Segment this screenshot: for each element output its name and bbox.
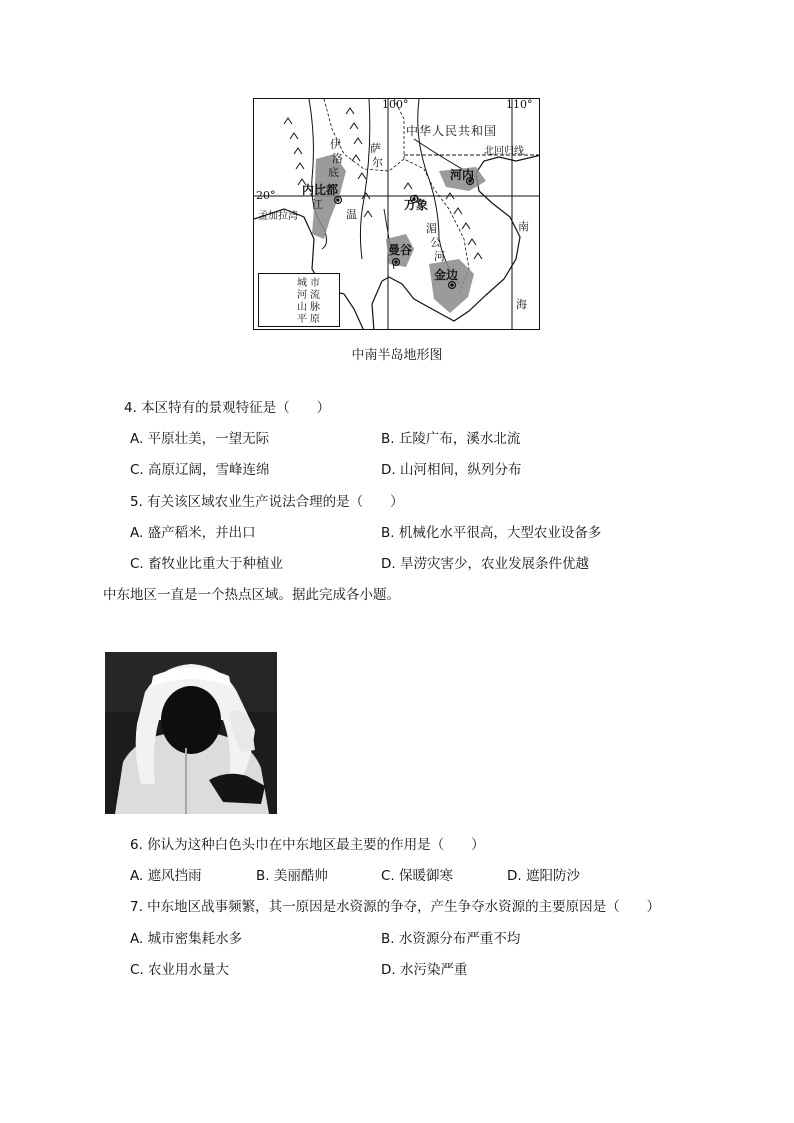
city-label-hanoi: 河内 [450, 168, 475, 182]
lon-110-label: 110° [506, 98, 533, 111]
section-intro: 中东地区一直是一个热点区域。据此完成各小题。 [103, 587, 400, 603]
city-label-bangkok: 曼谷 [388, 243, 413, 257]
legend-mountain: 山脉 [297, 302, 323, 313]
legend-river: 河流 [297, 290, 323, 301]
river-char: 江 [312, 198, 323, 211]
legend-city: 城市 [297, 278, 323, 289]
headscarf-photo [105, 652, 277, 814]
map-caption: 中南半岛地形图 [351, 348, 443, 363]
river-char: 河 [434, 250, 445, 263]
question-5-option-a[interactable]: A. 盛产稻米，并出口 [130, 525, 256, 541]
question-5-stem: 5. 有关该区域农业生产说法合理的是（ ） [130, 494, 404, 510]
river-char: 公 [430, 236, 441, 249]
map-legend [258, 273, 340, 327]
china-label: 中华人民共和国 [406, 124, 498, 138]
headscarf-figure [105, 652, 277, 814]
question-6-stem: 6. 你认为这种白色头巾在中东地区最主要的作用是（ ） [130, 837, 485, 853]
tropic-label: 北回归线 [484, 146, 524, 157]
question-6-option-c[interactable]: C. 保暖御寒 [381, 868, 454, 884]
salween-river [360, 99, 369, 259]
river-char: 伊 [330, 138, 341, 151]
question-5-option-b[interactable]: B. 机械化水平很高，大型农业设备多 [381, 525, 602, 541]
river-char: 洛 [332, 152, 343, 165]
river-char: 萨 [370, 142, 381, 155]
question-4-option-d[interactable]: D. 山河相间，纵列分布 [381, 462, 522, 478]
sea-char: 海 [516, 298, 527, 311]
question-7-option-c[interactable]: C. 农业用水量大 [130, 962, 230, 978]
question-7-option-d[interactable]: D. 水污染严重 [381, 962, 468, 978]
lat-20-label: 20° [256, 189, 276, 202]
question-5-option-d[interactable]: D. 旱涝灾害少，农业发展条件优越 [381, 556, 589, 572]
city-label-vientiane: 万象 [404, 198, 429, 212]
question-6-option-d[interactable]: D. 遮阳防沙 [507, 868, 580, 884]
question-7-option-b[interactable]: B. 水资源分布严重不均 [381, 931, 521, 947]
question-7-stem: 7. 中东地区战事频繁，其一原因是水资源的争夺，产生争夺水资源的主要原因是（ ） [130, 899, 661, 915]
question-5-option-c[interactable]: C. 畜牧业比重大于种植业 [130, 556, 284, 572]
river-char: 底 [328, 166, 339, 179]
river-char: 温 [346, 208, 357, 221]
question-6-option-a[interactable]: A. 遮风挡雨 [130, 868, 202, 884]
city-label-naypyidaw: 内比都 [302, 183, 339, 197]
bay-of-bengal-label: 孟加拉湾 [258, 211, 298, 222]
indochina-terrain-map [253, 98, 540, 330]
question-6-option-b[interactable]: B. 美丽酷帅 [256, 868, 328, 884]
question-4-option-b[interactable]: B. 丘陵广布，溪水北流 [381, 431, 521, 447]
legend-plain: 平原 [297, 314, 323, 325]
river-char: 尔 [372, 156, 383, 169]
city-label-phnom-penh: 金边 [434, 268, 459, 282]
lon-100-label: 100° [382, 98, 409, 111]
question-7-option-a[interactable]: A. 城市密集耗水多 [130, 931, 243, 947]
question-4-stem: 4. 本区特有的景观特征是（ ） [124, 400, 331, 416]
sea-char: 南 [518, 220, 529, 233]
question-4-option-a[interactable]: A. 平原壮美，一望无际 [130, 431, 270, 447]
river-char: 湄 [426, 222, 437, 235]
question-4-option-c[interactable]: C. 高原辽阔，雪峰连绵 [130, 462, 270, 478]
